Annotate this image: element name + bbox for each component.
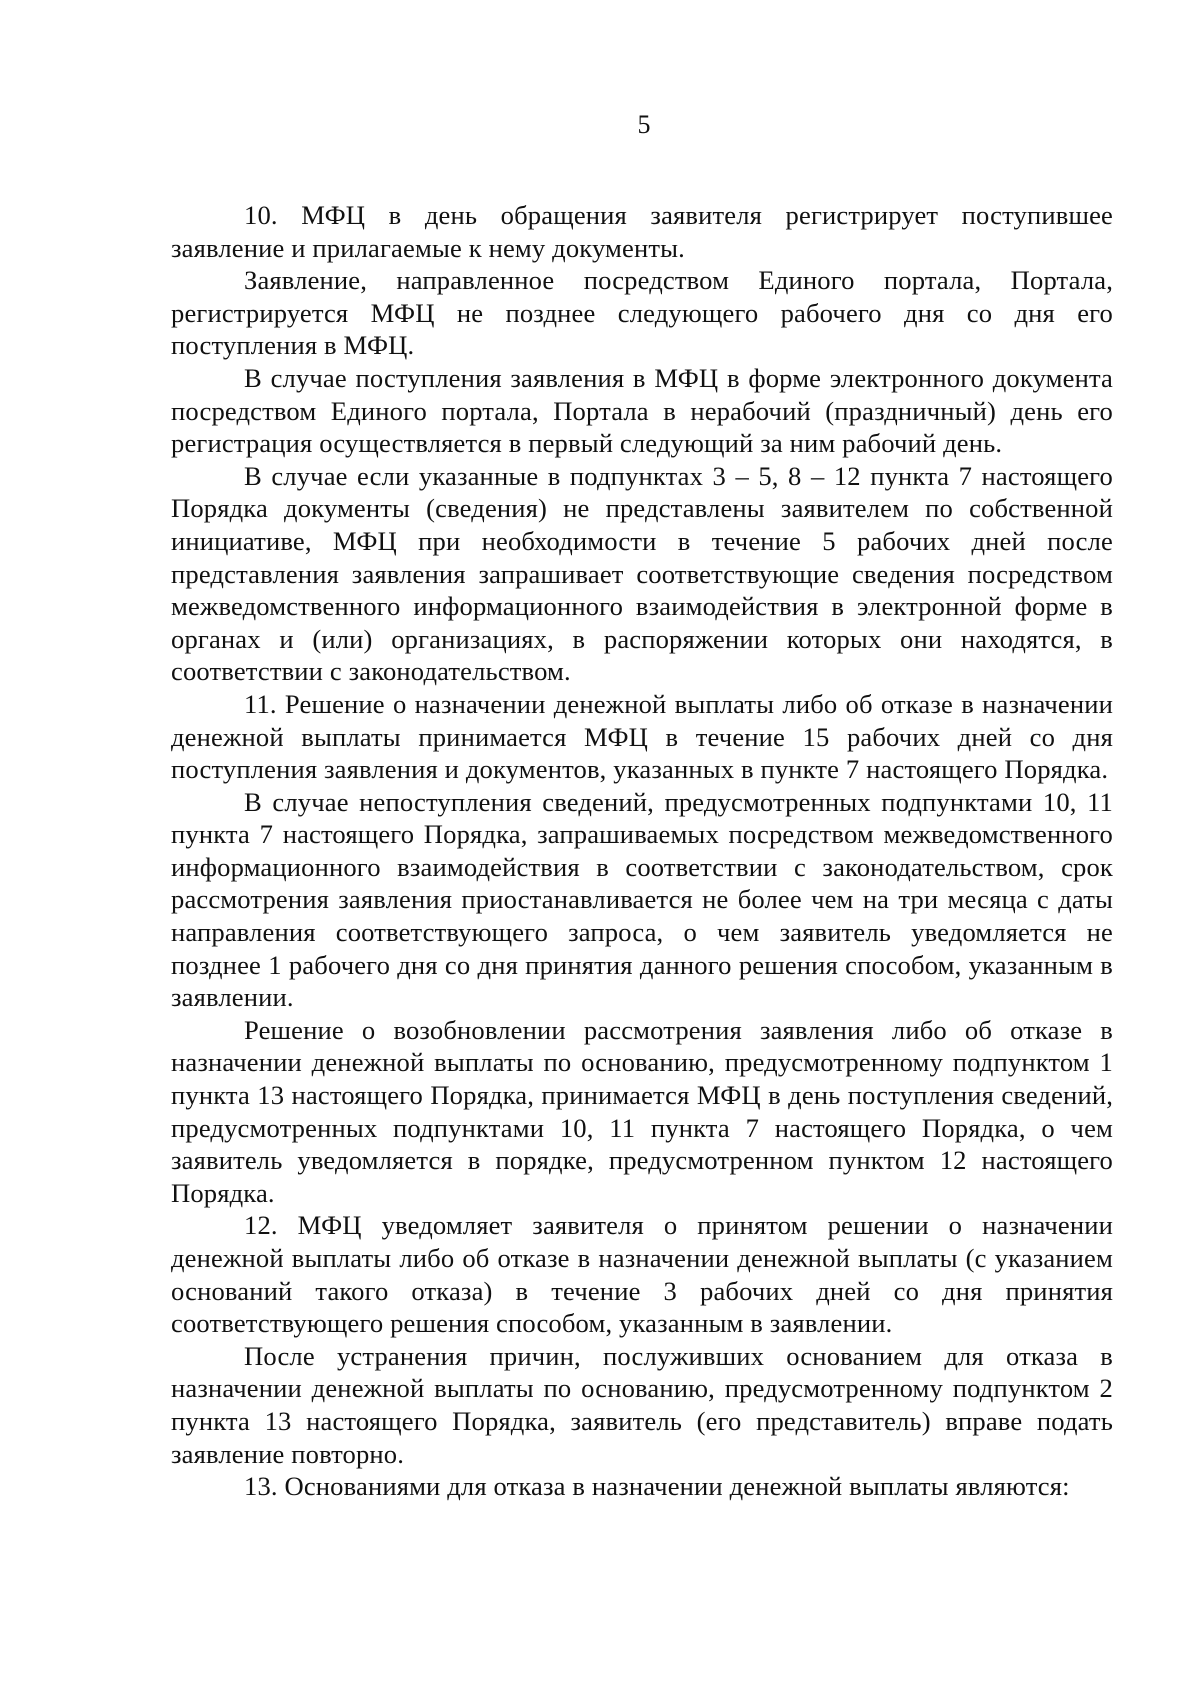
paragraph-resubmission: После устранения причин, послуживших основанием для отказа в назначении денежной выплаты по основанию, предусмотренному подпунктом 2 пункта 13 настоящего Порядка, заявитель (его представитель) вправе подать заявление повторно. xyxy=(171,1340,1113,1469)
paragraph-resumption: Решение о возобновлении рассмотрения заявления либо об отказе в назначении денежной выплаты по основанию, предусмотренному подпунктом 1 пункта 13 настоящего Порядка, принимается МФЦ в день поступления сведений, предусмотренных подпунктами 10, 11 пункта 7 настоящего Порядка, о чем заявитель уведомляется в порядке, предусмотренном пунктом 12 настоящего Порядка. xyxy=(171,1014,1113,1208)
paragraph-suspension: В случае непоступления сведений, предусмотренных подпунктами 10, 11 пункта 7 настоящего Порядка, запрашиваемых посредством межведомственного информационного взаимодействия в соответствии с законодательством, срок рассмотрения заявления приостанавливается не более чем на три месяца с даты направления соответствующего запроса, о чем заявитель уведомляется не позднее 1 рабочего дня со дня принятия данного решения способом, указанным в заявлении. xyxy=(171,786,1113,1013)
paragraph-12: 12. МФЦ уведомляет заявителя о принятом решении о назначении денежной выплаты либо об отказе в назначении денежной выплаты (с указанием оснований такого отказа) в течение 3 рабочих дней со дня принятия соответствующего решения способом, указанным в заявлении. xyxy=(171,1210,1113,1339)
paragraph-11: 11. Решение о назначении денежной выплаты либо об отказе в назначении денежной выплаты принимается МФЦ в течение 15 рабочих дней со дня поступления заявления и документов, указанных в пункте 7 настоящего Порядка. xyxy=(171,688,1113,785)
paragraph-10: 10. МФЦ в день обращения заявителя регистрирует поступившее заявление и прилагаемые к нему документы. xyxy=(171,200,1113,263)
document-body xyxy=(171,199,1113,1503)
paragraph-registration-holiday: В случае поступления заявления в МФЦ в форме электронного документа посредством Единого портала, Портала в нерабочий (праздничный) день его регистрация осуществляется в первый следующий за ним рабочий день. xyxy=(171,362,1113,459)
paragraph-interagency-request: В случае если указанные в подпунктах 3 – 5, 8 – 12 пункта 7 настоящего Порядка документы (сведения) не представлены заявителем по собственной инициативе, МФЦ при необходимости в течение 5 рабочих дней после представления заявления запрашивает соответствующие сведения посредством межведомственного информационного взаимодействия в электронной форме в органах и (или) организациях, в распоряжении которых они находятся, в соответствии с законодательством. xyxy=(171,460,1113,687)
paragraph-13: 13. Основаниями для отказа в назначении денежной выплаты являются: xyxy=(244,1471,1070,1502)
paragraph-registration-portal: Заявление, направленное посредством Единого портала, Портала, регистрируется МФЦ не позднее следующего рабочего дня со дня его поступления в МФЦ. xyxy=(171,265,1113,361)
page-number: 5 xyxy=(637,110,651,139)
